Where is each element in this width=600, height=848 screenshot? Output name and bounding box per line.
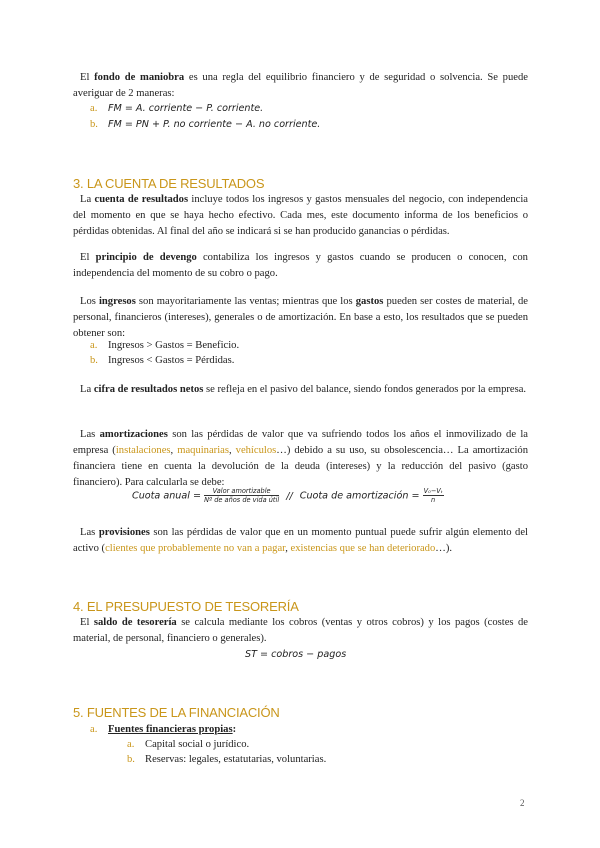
text: incluye todos los ingresos y gastos mensuales del negocio, con independencia del momento en que se haya hecho efectivo. Cada mes, este documento informa de los beneficios o pérdidas obtenidas. Al final del año se indicará si se han producido ganancias o pérdidas. xyxy=(73,194,529,237)
page-number: 2 xyxy=(520,798,525,808)
list-marker: a. xyxy=(90,103,98,114)
list-marker: a. xyxy=(90,724,98,735)
formula-text: FM = A. corriente − P. corriente. xyxy=(108,103,264,114)
paragraph-saldo-tesoreria xyxy=(73,615,528,647)
paragraph-provisiones xyxy=(73,525,528,557)
text: El xyxy=(80,72,95,83)
term: gastos xyxy=(355,296,384,307)
formula-text: FM = PN + P. no corriente − A. no corriente. xyxy=(108,119,321,130)
list-heading: Fuentes financieras propias xyxy=(108,724,233,735)
list-marker: a. xyxy=(127,739,135,750)
example-text: existencias que se han deteriorado xyxy=(290,543,436,554)
text: …). xyxy=(435,543,453,554)
text: Los xyxy=(80,296,99,307)
list-text: Ingresos < Gastos = Pérdidas. xyxy=(108,355,235,366)
text: Las xyxy=(80,429,100,440)
text: es una regla del equilibrio financiero y de seguridad o solvencia. Se puede averiguar de 2 maneras: xyxy=(73,72,528,99)
fraction xyxy=(204,487,279,504)
text: Las xyxy=(80,527,99,538)
amortization-formula xyxy=(132,487,492,511)
list-marker: a. xyxy=(90,340,98,351)
term: saldo de tesorería xyxy=(93,617,177,628)
list-text: Capital social o jurídico. xyxy=(145,739,250,750)
formula-separator: // xyxy=(286,490,293,502)
term: ingresos xyxy=(98,296,136,307)
term: cuenta de resultados xyxy=(94,194,189,205)
paragraph-cifra-resultados xyxy=(73,382,528,398)
list-item xyxy=(90,338,239,354)
list-marker: b. xyxy=(90,355,98,366)
st-formula: ST = cobros − pagos xyxy=(245,649,347,660)
text: son mayoritariamente las ventas; mientras que los xyxy=(135,296,356,307)
text: , xyxy=(228,445,236,456)
list-item xyxy=(90,353,234,369)
list-item xyxy=(127,737,249,753)
formula-left: Cuota anual = xyxy=(132,490,202,502)
text: son las pérdidas de valor que va sufriendo todos los años el inmovilizado de la empresa ( xyxy=(73,429,528,456)
section-heading: 5. FUENTES DE LA FINANCIACIÓN xyxy=(73,705,280,720)
section-heading: 3. LA CUENTA DE RESULTADOS xyxy=(73,176,265,191)
text: pueden ser costes de material, de personal, financieros (intereses), generales o de amortización. En base a esto, los resultados que se pueden obtener son: xyxy=(73,296,529,339)
paragraph-ingresos-gastos xyxy=(73,294,528,342)
text: El xyxy=(80,617,94,628)
list-text: Reservas: legales, estatutarias, voluntarias. xyxy=(145,754,327,765)
paragraph-amortizaciones xyxy=(73,427,528,491)
text: , xyxy=(285,543,291,554)
list-marker: b. xyxy=(90,119,98,130)
text: se refleja en el pasivo del balance, siendo fondos generados por la empresa. xyxy=(203,384,527,395)
text: La xyxy=(80,194,95,205)
list-item xyxy=(90,101,263,117)
formula-right: Cuota de amortización = xyxy=(299,490,420,502)
fraction-denominator: n xyxy=(431,496,436,504)
example-text: vehículos xyxy=(235,445,277,456)
list-item xyxy=(90,117,320,133)
example-text: instalaciones xyxy=(115,445,171,456)
section-heading: 4. EL PRESUPUESTO DE TESORERÍA xyxy=(73,599,299,614)
list-item xyxy=(127,752,326,768)
term: amortizaciones xyxy=(99,429,168,440)
list-marker: b. xyxy=(127,754,135,765)
text: La xyxy=(80,384,94,395)
term: fondo de maniobra xyxy=(94,72,185,83)
text: : xyxy=(232,724,237,735)
text: , xyxy=(170,445,178,456)
text: …) debido a su uso, su obsolescencia… La amortización financiera tiene en cuenta la devolución de la deuda (intereses) y la reducción del pasivo (gasto financiero). Para calcularla se debe: xyxy=(73,445,528,488)
example-text: clientes que probablemente no van a pagar xyxy=(105,543,286,554)
term: cifra de resultados netos xyxy=(93,384,204,395)
text: son las pérdidas de valor que en un momento puntual puede sufrir algún elemento del activo ( xyxy=(73,527,529,554)
paragraph-fondo-maniobra xyxy=(73,70,528,102)
term: provisiones xyxy=(98,527,150,538)
paragraph-devengo xyxy=(73,250,528,282)
list-item xyxy=(90,722,236,738)
fraction-denominator: Nº de años de vida útil xyxy=(204,496,280,504)
term: principio de devengo xyxy=(95,252,197,263)
example-text: maquinarias xyxy=(177,445,229,456)
fraction-numerator: V₀−Vₜ xyxy=(423,487,443,495)
text: se calcula mediante los cobros (ventas y otros cobros) y los pagos (costes de material, de personal, financiero o generales). xyxy=(73,617,528,644)
fraction xyxy=(423,487,444,504)
paragraph-cuenta-resultados xyxy=(73,192,528,240)
text: El xyxy=(80,252,96,263)
list-text: Ingresos > Gastos = Beneficio. xyxy=(108,340,240,351)
text: contabiliza los ingresos y gastos cuando se producen o conocen, con independencia del momento de su cobro o pago. xyxy=(73,252,528,279)
fraction-numerator: Valor amortizable xyxy=(204,487,279,496)
